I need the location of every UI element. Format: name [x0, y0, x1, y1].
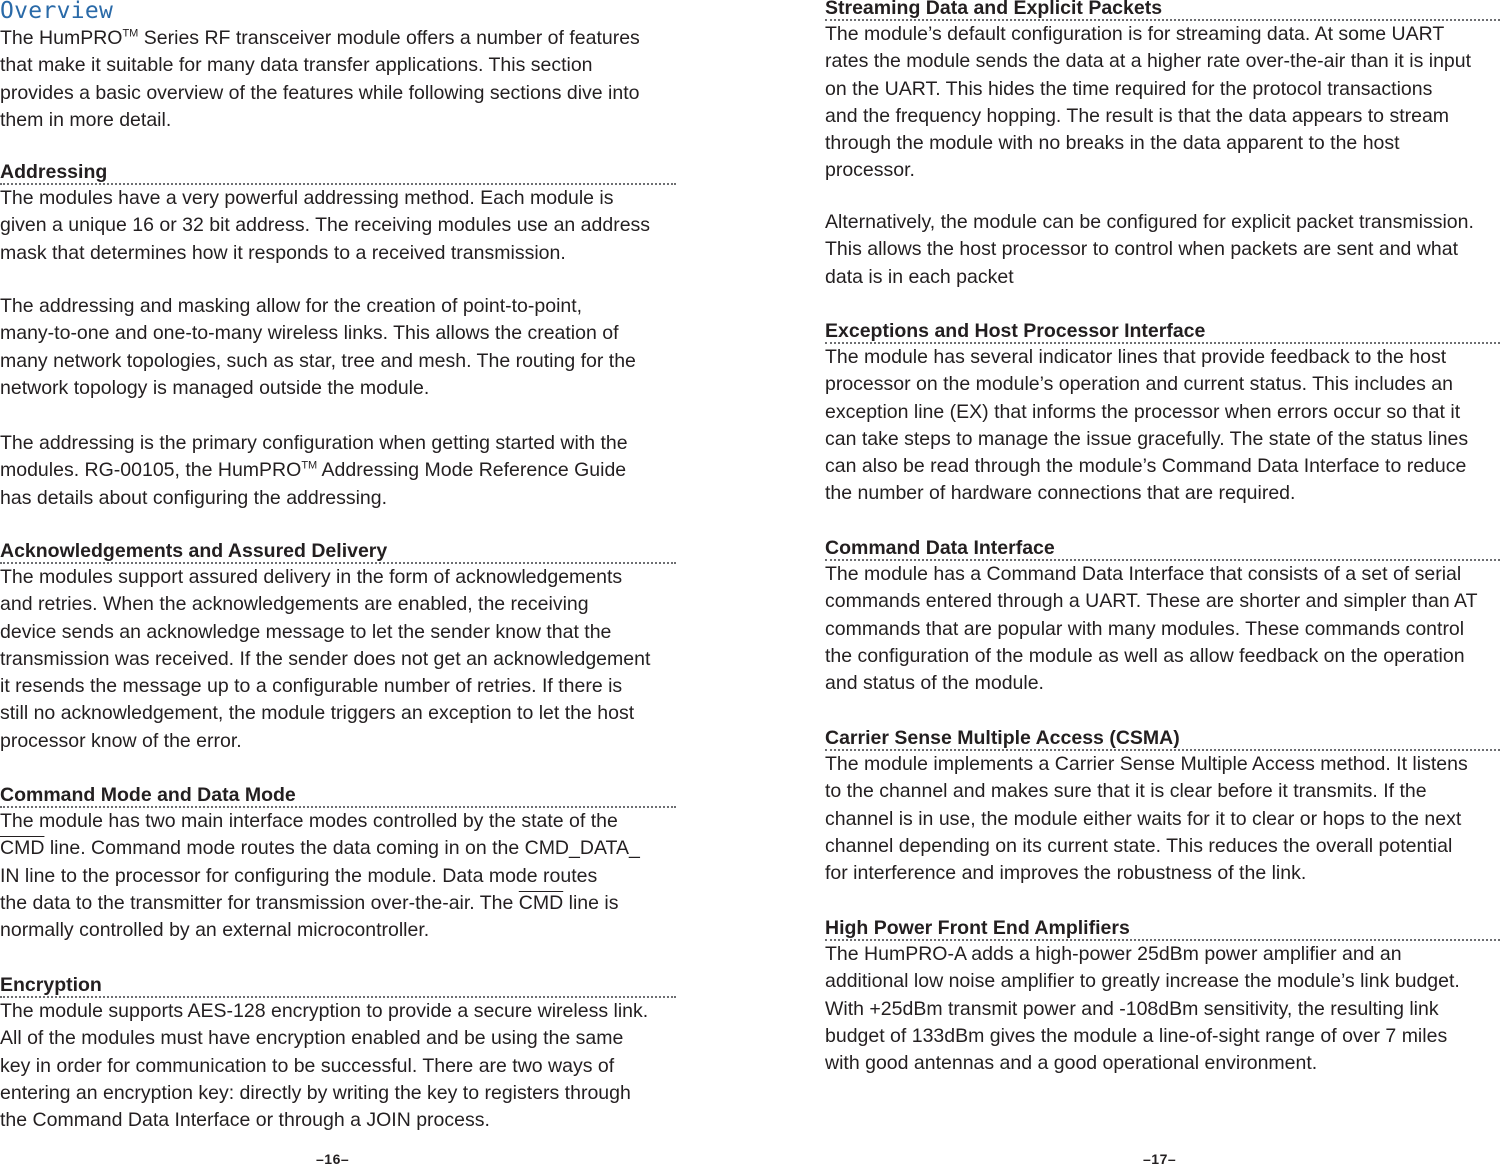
text-line: IN line to the processor for configuring the module. Data mode routes	[0, 864, 598, 887]
acknowledgements-paragraph	[0, 564, 676, 755]
command-mode-section	[0, 784, 676, 944]
addressing-paragraph-3-block	[0, 430, 676, 512]
text-line: processor know of the error.	[0, 729, 242, 752]
text-line: The HumPRO-A adds a high-power 25dBm power amplifier and an	[825, 943, 1402, 965]
text-line: All of the modules must have encryption enabled and be using the same	[0, 1027, 624, 1050]
amplifiers-paragraph	[825, 941, 1500, 1077]
text-line: The module supports AES-128 encryption to provide a secure wireless link.	[0, 1000, 649, 1022]
streaming-section	[825, 0, 1500, 185]
text-line: mask that determines how it responds to a received transmission.	[0, 241, 566, 264]
text-line: still no acknowledgement, the module triggers an exception to let the host	[0, 702, 635, 725]
text-line: exception line (EX) that informs the processor when errors occur so that it	[825, 400, 1461, 423]
text-line: Alternatively, the module can be configured for explicit packet transmission.	[825, 211, 1474, 233]
addressing-paragraph-2	[0, 293, 676, 402]
text-line: The module implements a Carrier Sense Multiple Access method. It listens	[825, 753, 1468, 775]
text-line: the configuration of the module as well as allow feedback on the operation	[825, 644, 1465, 667]
text-line: The modules support assured delivery in the form of acknowledgements	[0, 566, 623, 588]
encryption-paragraph	[0, 998, 676, 1134]
text-line: and retries. When the acknowledgements are enabled, the receiving	[0, 593, 589, 616]
command-data-interface-section	[825, 537, 1500, 697]
overview-paragraph	[0, 25, 676, 134]
text-line: This allows the host processor to control when packets are sent and what	[825, 238, 1458, 261]
text-line: The module has several indicator lines that provide feedback to the host	[825, 346, 1447, 368]
streaming-paragraph-2	[825, 209, 1500, 291]
encryption-section	[0, 974, 676, 1134]
text-line: on the UART. This hides the time required for the protocol transactions	[825, 77, 1433, 100]
text-line: $\overline{CMD}$ line. Command mode routes the data coming in on the CMD_DATA_	[0, 837, 640, 860]
command-data-interface-paragraph	[825, 561, 1500, 697]
text-line: data is in each packet	[825, 265, 1014, 288]
text-line: The module has a Command Data Interface that consists of a set of serial	[825, 563, 1462, 585]
text-line: many-to-one and one-to-many wireless links. This allows the creation of	[0, 322, 619, 345]
csma-paragraph	[825, 751, 1500, 887]
exceptions-paragraph	[825, 344, 1500, 508]
text-line: The module’s default configuration is for streaming data. At some UART	[825, 23, 1445, 45]
overview-line-1: The HumPRO™ Series RF transceiver module offers a number of features	[0, 27, 640, 49]
text-line: for interference and improves the robustness of the link.	[825, 862, 1307, 885]
text-line: commands that are popular with many modules. These commands control	[825, 617, 1465, 640]
text-line: budget of 133dBm gives the module a line-of-sight range of over 7 miles	[825, 1024, 1448, 1047]
exceptions-section	[825, 320, 1500, 508]
text-line: has details about configuring the addressing.	[0, 486, 388, 509]
text-line: The addressing is the primary configuration when getting started with the	[0, 432, 628, 454]
overview-title: Overview	[0, 0, 114, 24]
text-line: the Command Data Interface or through a JOIN process.	[0, 1109, 490, 1132]
text-line: key in order for communication to be successful. There are two ways of	[0, 1054, 615, 1077]
text-line: can take steps to manage the issue gracefully. The state of the status lines	[825, 427, 1469, 450]
overview-line-3: provides a basic overview of the features while following sections dive into	[0, 81, 640, 104]
amplifiers-heading: High Power Front End Amplifiers	[825, 917, 1500, 941]
text-line: can also be read through the module’s Command Data Interface to reduce	[825, 455, 1467, 478]
text-line: and status of the module.	[825, 672, 1044, 695]
addressing-paragraph-1	[0, 185, 676, 267]
text-line: commands entered through a UART. These are shorter and simpler than AT	[825, 590, 1478, 613]
text-line: The modules have a very powerful addressing method. Each module is	[0, 187, 614, 209]
command-data-interface-heading: Command Data Interface	[825, 537, 1500, 561]
text-line: channel is in use, the module either waits for it to clear or hops to the next	[825, 807, 1462, 830]
encryption-heading: Encryption	[0, 974, 676, 998]
text-line: transmission was received. If the sender does not get an acknowledgement	[0, 647, 651, 670]
text-line: With +25dBm transmit power and -108dBm sensitivity, the resulting link	[825, 997, 1439, 1020]
text-line: network topology is managed outside the module.	[0, 376, 430, 399]
streaming-paragraph-2-block	[825, 209, 1500, 291]
text-line: the number of hardware connections that are required.	[825, 482, 1296, 505]
streaming-heading: Streaming Data and Explicit Packets	[825, 0, 1500, 21]
text-line: the data to the transmitter for transmission over-the-air. The $\overline{CMD}$ line is	[0, 891, 619, 914]
text-line: device sends an acknowledge message to let the sender know that the	[0, 620, 612, 643]
page-number-16: –16–	[316, 1151, 350, 1167]
text-line: additional low noise amplifier to greatly increase the module’s link budget.	[825, 970, 1460, 993]
text-line: The addressing and masking allow for the creation of point-to-point,	[0, 295, 583, 317]
command-mode-heading: Command Mode and Data Mode	[0, 784, 676, 808]
text-line: The module has two main interface modes controlled by the state of the	[0, 810, 618, 832]
text-line: rates the module sends the data at a higher rate over-the-air than it is input	[825, 50, 1472, 73]
acknowledgements-section	[0, 540, 676, 755]
text-line: processor.	[825, 159, 915, 182]
text-line: it resends the message up to a configurable number of retries. If there is	[0, 675, 623, 698]
addressing-paragraph-2-block	[0, 293, 676, 402]
text-line: modules. RG-00105, the HumPRO™ Addressing Mode Reference Guide	[0, 459, 627, 482]
addressing-section	[0, 161, 676, 267]
csma-section	[825, 727, 1500, 887]
text-line: processor on the module’s operation and current status. This includes an	[825, 373, 1453, 396]
overview-line-2: that make it suitable for many data transfer applications. This section	[0, 54, 593, 77]
text-line: to the channel and makes sure that it is clear before it transmits. If the	[825, 780, 1427, 803]
text-line: given a unique 16 or 32 bit address. The receiving modules use an address	[0, 214, 651, 237]
addressing-paragraph-3	[0, 430, 676, 512]
text-line: normally controlled by an external microcontroller.	[0, 919, 430, 942]
text-line: many network topologies, such as star, tree and mesh. The routing for the	[0, 349, 636, 372]
text-line: entering an encryption key: directly by writing the key to registers through	[0, 1081, 631, 1104]
command-mode-paragraph	[0, 808, 676, 944]
text-line: with good antennas and a good operational environment.	[825, 1052, 1318, 1075]
streaming-paragraph-1	[825, 21, 1500, 185]
exceptions-heading: Exceptions and Host Processor Interface	[825, 320, 1500, 344]
text-line: channel depending on its current state. This reduces the overall potential	[825, 834, 1453, 857]
overview-line-4: them in more detail.	[0, 108, 172, 131]
text-line: and the frequency hopping. The result is that the data appears to stream	[825, 104, 1450, 127]
text-line: through the module with no breaks in the data apparent to the host	[825, 132, 1400, 155]
amplifiers-section	[825, 917, 1500, 1077]
csma-heading: Carrier Sense Multiple Access (CSMA)	[825, 727, 1500, 751]
acknowledgements-heading: Acknowledgements and Assured Delivery	[0, 540, 676, 564]
overview-section	[0, 25, 676, 134]
page-number-17: –17–	[1143, 1151, 1177, 1167]
addressing-heading: Addressing	[0, 161, 676, 185]
